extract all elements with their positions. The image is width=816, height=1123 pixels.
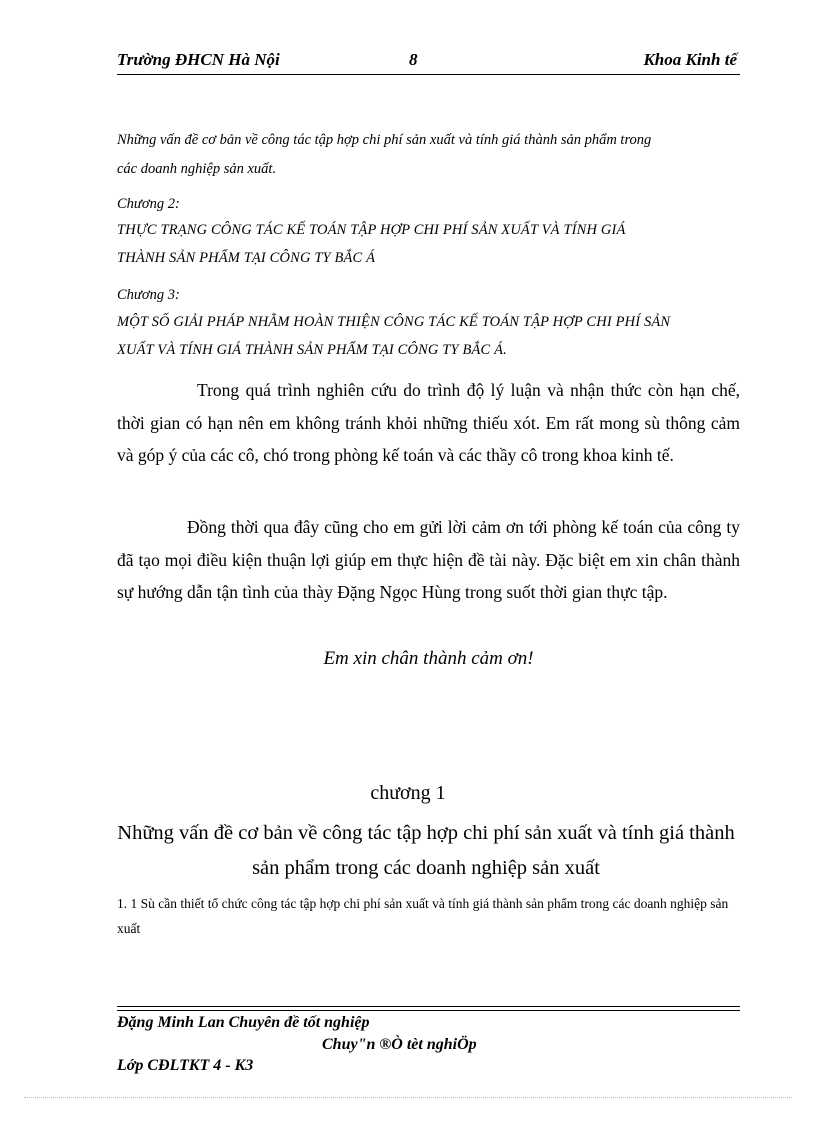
thanks-line: Em xin chân thành cảm ơn! (323, 648, 534, 669)
chapter1-summary-line1: Những vấn đề cơ bản về công tác tập hợp chi phí sản xuất và tính giá thành sản phẩm trong (117, 132, 652, 148)
footer-rule (117, 1006, 740, 1011)
chapter3-label: Chương 3: (117, 287, 180, 303)
chapter-title: Những vấn đề cơ bản về công tác tập hợp chi phí sản xuất và tính giá thành sản phẩm trong các doanh nghiệp sản xuất (117, 822, 735, 879)
chapter-label: chương 1 (370, 782, 446, 804)
page-bottom-dotted-border (24, 1097, 792, 1098)
footer-garbled-title: Chuy"n ®Ò tèt nghiÖp (322, 1036, 477, 1053)
footer-author: Đặng Minh Lan Chuyên đề tốt nghiệp (117, 1014, 370, 1031)
chapter1-summary-line2: các doanh nghiệp sản xuất. (117, 161, 277, 177)
section-heading: 1. 1 Sù cần thiết tổ chức công tác tập hợp chi phí sản xuất và tính giá thành sản phẩm trong các doanh nghiệp sản xuất (117, 896, 729, 936)
footer-class: Lớp CĐLTKT 4 - K3 (117, 1057, 254, 1074)
page-header (117, 48, 740, 75)
header-page-number: 8 (409, 50, 418, 69)
chapter3-title-line2: XUẤT VÀ TÍNH GIÁ THÀNH SẢN PHẨM TẠI CÔNG TY BẮC Á. (117, 342, 507, 358)
chapter2-label: Chương 2: (117, 196, 180, 212)
body-paragraph-1: Trong quá trình nghiên cứu do trình độ lý luận và nhận thức còn hạn chế, thời gian có hạn nên em không tránh khỏi những thiếu xót. Em rất mong sù thông cảm và góp ý của các cô, chó trong phòng kế toán và các thầy cô trong khoa kinh tế. (117, 380, 740, 465)
chapter3-title-line1: MỘT SỐ GIẢI PHÁP NHẰM HOÀN THIỆN CÔNG TÁC KẾ TOÁN TẬP HỢP CHI PHÍ SẢN (117, 314, 671, 330)
header-school-name: Trường ĐHCN Hà Nội (117, 50, 280, 69)
header-faculty-name: Khoa Kinh tế (643, 50, 737, 69)
body-paragraph-2: Đồng thời qua đây cũng cho em gửi lời cảm ơn tới phòng kế toán của công ty đã tạo mọi điều kiện thuận lợi giúp em thực hiện đề tài này. Đặc biệt em xin chân thành sự hướng dẫn tận tình của thày Đặng Ngọc Hùng trong suốt thời gian thực tập. (117, 517, 740, 602)
chapter2-title-line1: THỰC TRẠNG CÔNG TÁC KẾ TOÁN TẬP HỢP CHI PHÍ SẢN XUẤT VÀ TÍNH GIÁ (117, 222, 626, 238)
chapter2-title-line2: THÀNH SẢN PHẨM TẠI CÔNG TY BẮC Á (117, 250, 376, 266)
